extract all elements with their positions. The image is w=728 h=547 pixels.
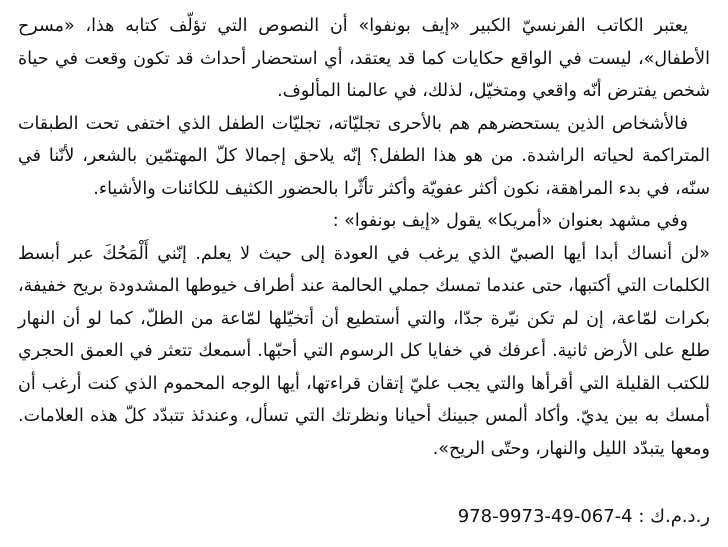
- paragraph-quote: «لن أنساك أبدا أيها الصبيّ الذي يرغب في العودة إلى حيث لا يعلم. إنّني أَلْمَحُكَ عبر أبسط الكلمات التي أكتبها، حتى عندما تمسك جملي الحالمة عند أطراف خيوطها المشدودة بريح خفيفة، بكرات لمّاعة، إن لم تكن نيّرة جدّا، والتي أستطيع أن أتخيّلها لمّاعة من الطلّ، كما لو أن النهار طلع على الأرض ثانية. أعرفك في خفايا كل الرسوم التي أحبّها. أسمعك تتعثر في العمق الحجري للكتب القليلة التي أقرأها والتي يجب عليّ إتقان قراءتها، أيها الوجه المحموم الذي كنت أرغب أن أمسك به بين يديّ. وأكاد ألمس جبينك أحيانا ونظرتك التي تسأل، وعندئذ تتبدّد كلّ هذه العلامات. ومعها يتبدّد الليل والنهار، وحتّى الريح».: [18, 243, 710, 459]
- paragraph-scene-intro: وفي مشهد بعنوان «أمريكا» يقول «إيف بونفوا» :: [332, 211, 688, 231]
- paragraph-child: فالأشخاص الذين يستحضرهم هم بالأحرى تجليّاته، تجليّات الطفل الذي اختفى تحت الطبقات المتراكمة لحياته الراشدة. من هو هذا الطفل؟ إنّه يلاحق إجمالا كلّ المهتمّين بالشعر، لأنّنا في سنّه، في بدء المراهقة، نكون أكثر عفويّة وأكثر تأثّرا بالحضور الكثيف للكائنات والأشياء.: [18, 113, 710, 199]
- paragraph-intro: يعتبر الكاتب الفرنسيّ الكبير «إيف بونفوا» أن النصوص التي تؤلّف كتابه هذا، «مسرح الأطفال»، ليست في الواقع حكايات كما قد يعتقد، أي استحضار أحداث قد تكون وقعت في حياة شخص يفترض أنّه واقعي ومتخيّل، لذلك، في عالمنا المألوف.: [18, 16, 710, 101]
- isbn-line: ر.د.م.ك : 4-067-49-9973-978: [457, 506, 710, 527]
- document-body: [18, 10, 710, 537]
